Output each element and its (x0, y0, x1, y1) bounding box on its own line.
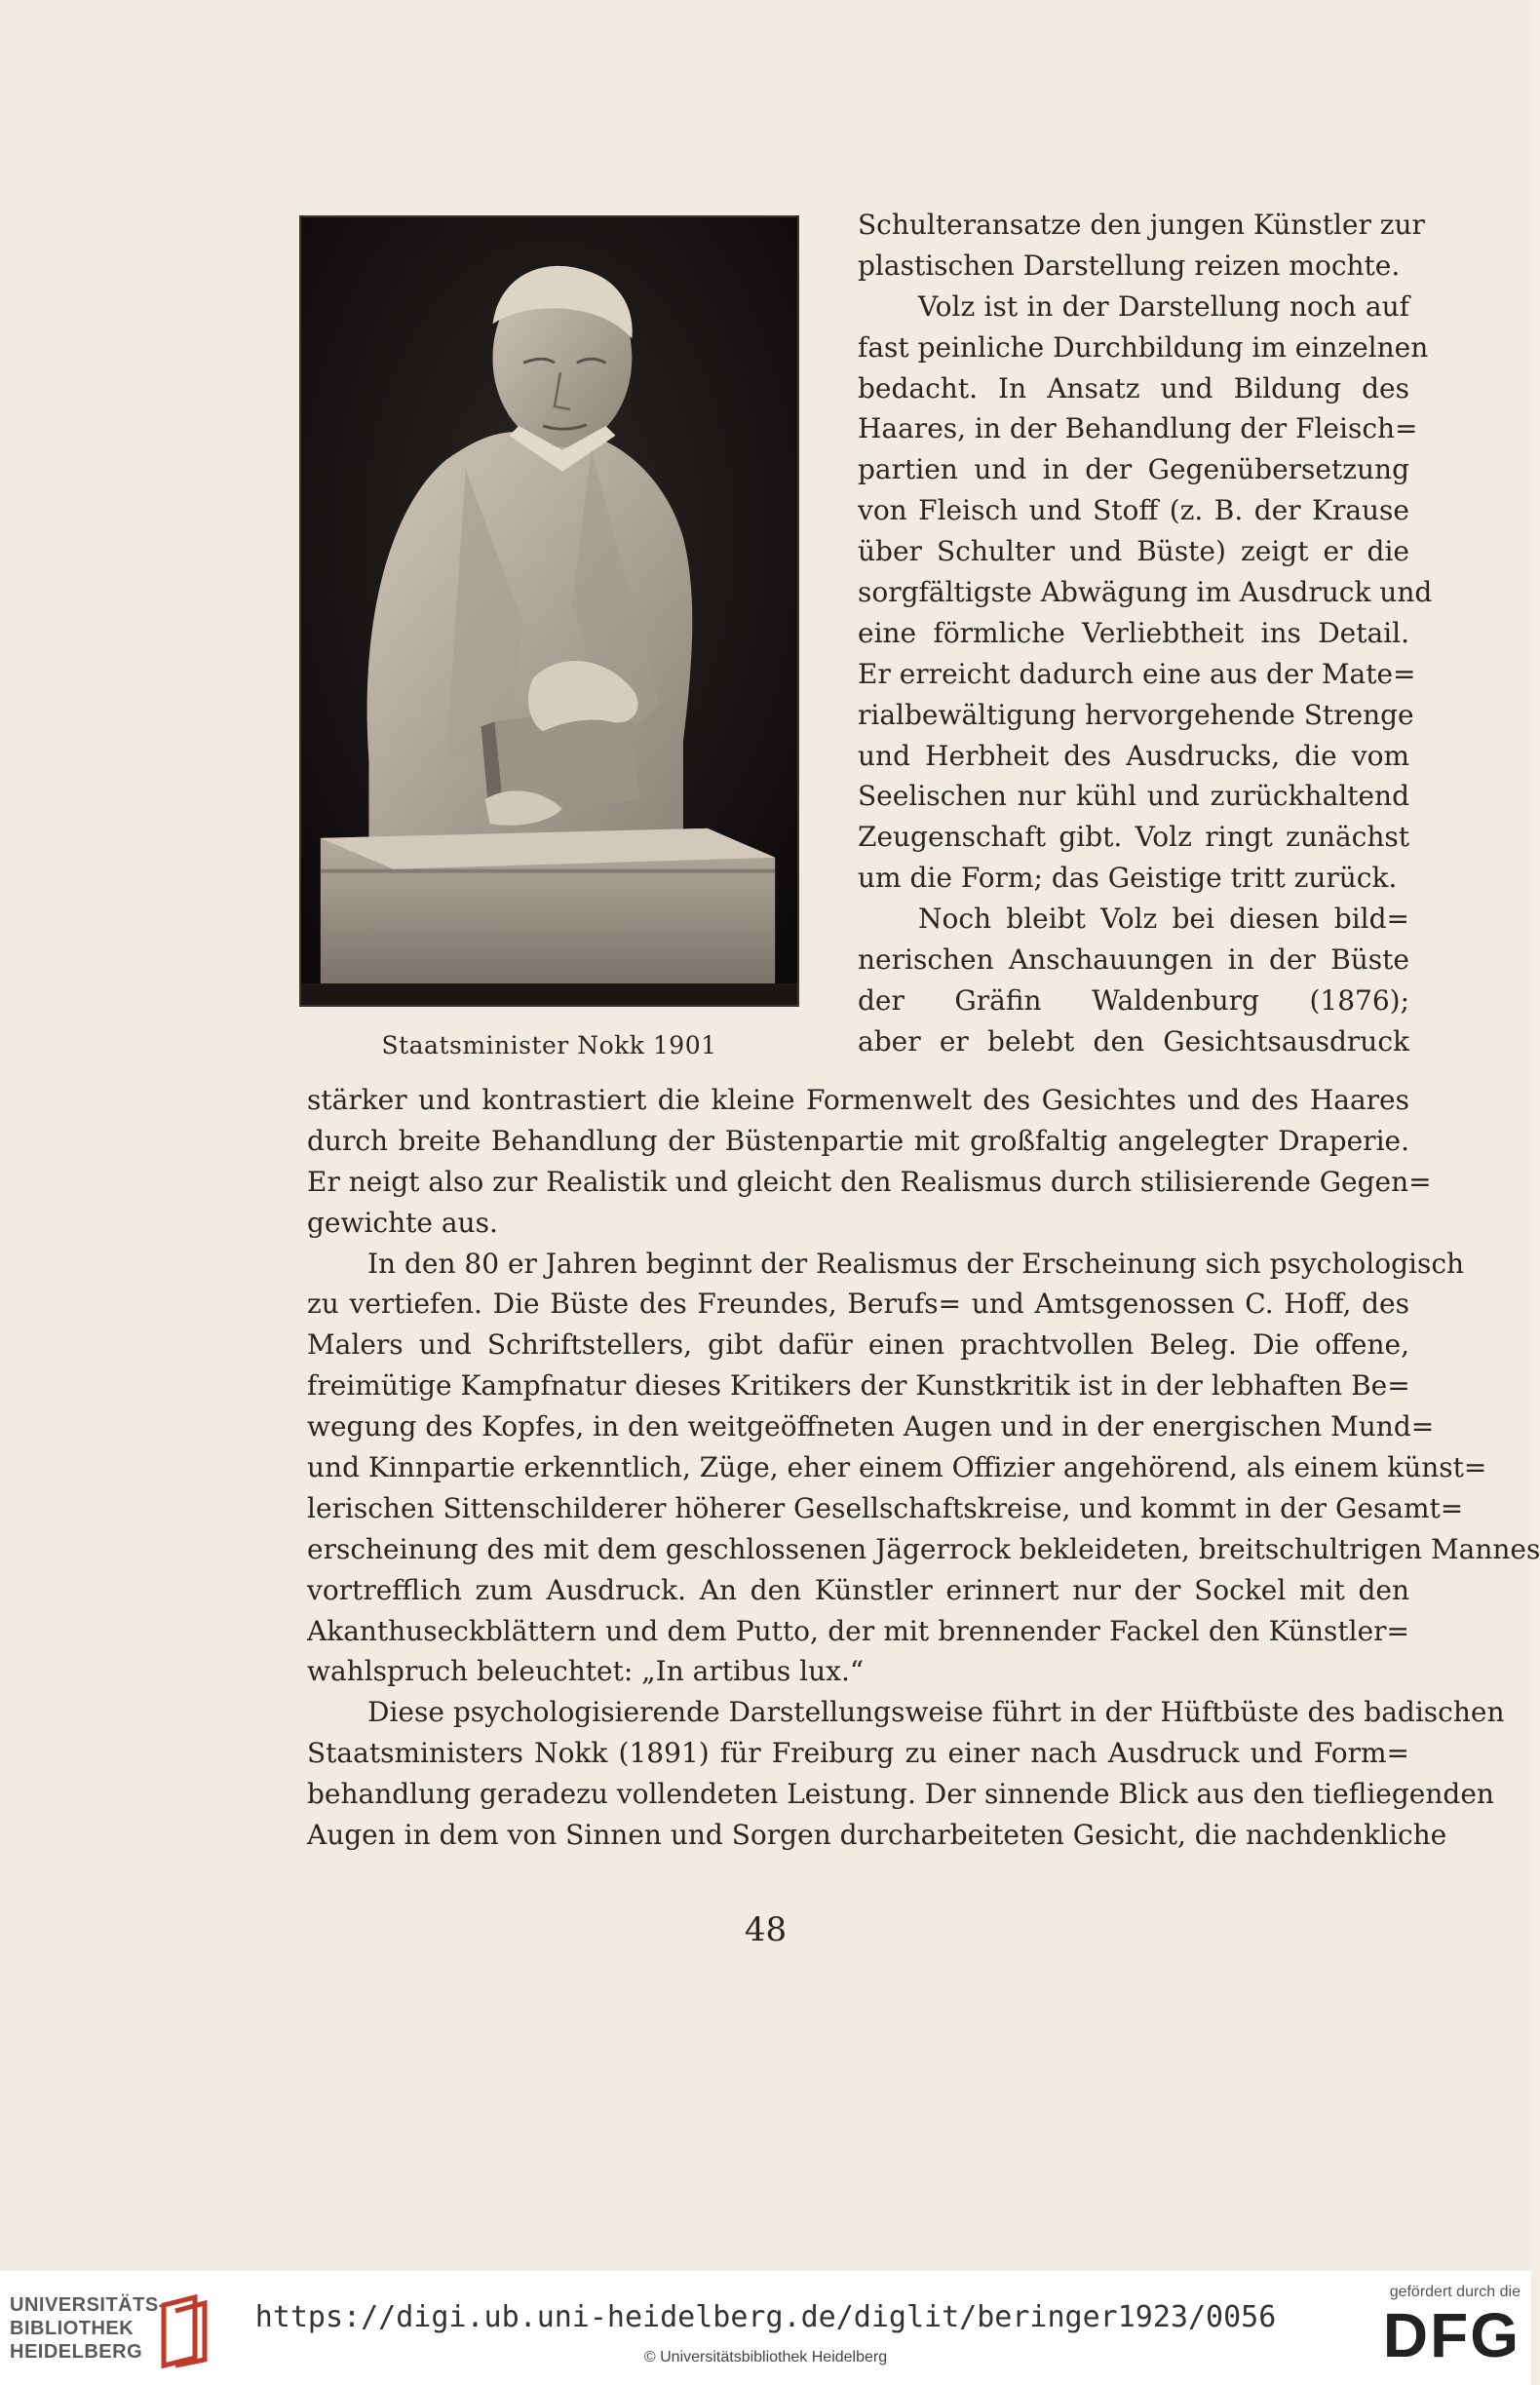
text-line: eine förmliche Verliebtheit ins Detail. (858, 616, 1409, 649)
text-line: rialbewältigung hervorgehende Strenge (858, 698, 1414, 731)
text-line: über Schulter und Büste) zeigt er die (858, 535, 1409, 568)
text-line: plastischen Darstellung reizen mochte. (858, 249, 1401, 282)
text-line: fast peinliche Durchbildung im einzelnen (858, 330, 1429, 364)
text-line: Akanthuseckblättern und dem Putto, der mit brennender Fackel den Künstler= (307, 1614, 1409, 1647)
text-line: wahlspruch beleuchtet: „In artibus lux.“ (307, 1655, 865, 1688)
text-line: Staatsministers Nokk (1891) für Freiburg zu einer nach Ausdruck und Form= (307, 1737, 1409, 1770)
text-line: partien und in der Gegenübersetzung (858, 453, 1409, 486)
text-line: Er erreicht dadurch eine aus der Mate= (858, 657, 1416, 690)
text-line: In den 80 er Jahren beginnt der Realismus der Erscheinung sich psychologisch (367, 1247, 1465, 1280)
text-line: sorgfältigste Abwägung im Ausdruck und (858, 576, 1433, 609)
text-line: Noch bleibt Volz bei diesen bild= (918, 903, 1409, 936)
page-number: 48 (744, 1910, 788, 1949)
text-line: nerischen Anschauungen in der Büste (858, 943, 1409, 977)
text-line: zu vertiefen. Die Büste des Freundes, Berufs= und Amtsgenossen C. Hoff, des (307, 1288, 1409, 1321)
text-line: Haares, in der Behandlung der Fleisch= (858, 412, 1418, 445)
text-line: um die Form; das Geistige tritt zurück. (858, 862, 1398, 895)
library-name-line: HEIDELBERG (10, 2341, 143, 2363)
dfg-funding-label: gefördert durch die (1389, 2284, 1521, 2300)
text-line: Volz ist in der Darstellung noch auf (918, 289, 1409, 323)
permalink-url[interactable]: https://digi.ub.uni-heidelberg.de/diglit/beringer1923/0056 (254, 2300, 1277, 2334)
text-line: aber er belebt den Gesichtsausdruck (858, 1024, 1409, 1058)
text-line: und Kinnpartie erkenntlich, Züge, eher einem Offizier angehörend, als einem künst= (307, 1451, 1487, 1484)
text-line: Zeugenschaft gibt. Volz ringt zunächst (858, 821, 1409, 854)
text-line: Diese psychologisierende Darstellungsweise führt in der Hüftbüste des badischen (367, 1696, 1505, 1729)
sculpture-photo (299, 215, 799, 1007)
text-line: erscheinung des mit dem geschlossenen Jägerrock bekleideten, breitschultrigen Mannes (307, 1532, 1540, 1565)
dfg-mark: DFG (1382, 2300, 1521, 2370)
text-line: Er neigt also zur Realistik und gleicht den Realismus durch stilisierende Gegen= (307, 1165, 1432, 1198)
text-line: gewichte aus. (307, 1206, 498, 1239)
text-line: Malers und Schriftstellers, gibt dafür einen prachtvollen Beleg. Die offene, (307, 1328, 1409, 1362)
copyright-notice: © Universitätsbibliothek Heidelberg (643, 2349, 888, 2366)
dfg-logo[interactable] (1335, 2284, 1521, 2376)
text-line: der Gräfin Waldenburg (1876); (858, 983, 1409, 1017)
text-line: behandlung geradezu vollendeten Leistung. Der sinnende Blick aus den tiefliegenden (307, 1778, 1494, 1811)
full-text-column (307, 1080, 1540, 1856)
side-text-column (858, 205, 1433, 1062)
library-name-line: BIBLIOTHEK (10, 2318, 135, 2339)
text-line: bedacht. In Ansatz und Bildung des (858, 371, 1409, 404)
text-line: Augen in dem von Sinnen und Sorgen durcharbeiteten Gesicht, die nachdenkliche (307, 1819, 1447, 1852)
text-line: und Herbheit des Ausdrucks, die vom (858, 739, 1409, 772)
text-line: freimütige Kampfnatur dieses Kritikers der Kunstkritik ist in der lebhaften Be= (307, 1369, 1410, 1403)
library-name-line: UNIVERSITÄTS- (10, 2294, 166, 2316)
text-line: wegung des Kopfes, in den weitgeöffneten Augen und in der energischen Mund= (307, 1410, 1435, 1443)
text-line: Schulteransatze den jungen Künstler zur (858, 209, 1425, 241)
text-line: stärker und kontrastiert die kleine Formenwelt des Gesichtes und des Haares (307, 1084, 1409, 1116)
text-line: lerischen Sittenschilderer höherer Gesellschaftskreise, und kommt in der Gesamt= (307, 1491, 1464, 1524)
text-line: von Fleisch und Stoff (z. B. der Krause (858, 494, 1409, 527)
bust-illustration (301, 217, 797, 1005)
text-line: vortrefflich zum Ausdruck. An den Künstler erinnert nur der Sockel mit den (307, 1573, 1409, 1606)
text-line: Seelischen nur kühl und zurückhaltend (858, 780, 1409, 813)
text-line: durch breite Behandlung der Büstenpartie mit großfaltig angelegter Draperie. (307, 1124, 1409, 1157)
figure-caption: Staatsminister Nokk 1901 (381, 1031, 717, 1059)
